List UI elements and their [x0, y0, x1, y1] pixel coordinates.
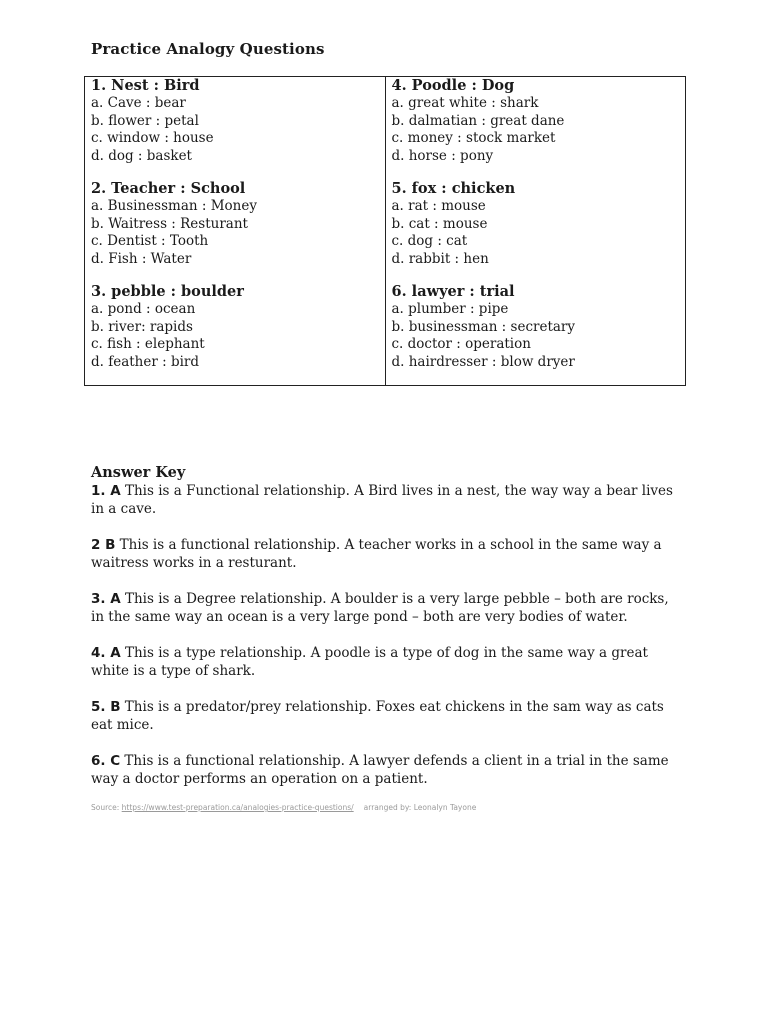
answer-text: This is a type relationship. A poodle is a type of dog in the same way a great white is a type of shark. [91, 645, 648, 679]
option-c: c. dog : cat [391, 233, 468, 249]
option-d: d. horse : pony [391, 147, 494, 164]
question-4 [392, 77, 680, 165]
answer-text: This is a Degree relationship. A boulder is a very large pebble – both are rocks, in the same way an ocean is a very large pond – both are very bodies of water. [91, 591, 669, 625]
answer-text: This is a functional relationship. A teacher works in a school in the same way a waitress works in a resturant. [91, 537, 662, 571]
option-b: b. businessman : secretary [391, 318, 575, 335]
option-c: c. doctor : operation [391, 336, 531, 352]
answer-item-5 [91, 698, 681, 734]
questions-table [84, 76, 686, 386]
option-c: c. money : stock market [391, 130, 556, 146]
option-d: d. dog : basket [91, 147, 192, 164]
question-heading: 5. fox : chicken [391, 180, 516, 197]
option-a: a. plumber : pipe [391, 301, 509, 317]
option-b: b. cat : mouse [391, 215, 488, 232]
option-b: b. flower : petal [91, 112, 199, 129]
source-footer [91, 803, 476, 812]
question-3 [91, 283, 379, 371]
option-a: a. rat : mouse [391, 198, 486, 214]
answer-label: 4. A [91, 645, 121, 661]
answer-item-1 [91, 482, 681, 518]
question-6 [392, 283, 680, 371]
question-5 [392, 180, 680, 268]
answer-label: 1. A [91, 483, 121, 499]
option-c: c. fish : elephant [91, 336, 205, 352]
answer-key-title: Answer Key [91, 464, 186, 481]
answer-item-6 [91, 752, 681, 788]
answer-item-4 [91, 644, 681, 680]
source-label: Source: [91, 803, 122, 812]
option-b: b. dalmatian : great dane [391, 112, 565, 129]
question-1 [91, 77, 379, 165]
question-heading: 1. Nest : Bird [91, 77, 200, 94]
question-heading: 2. Teacher : School [91, 180, 246, 197]
arranged-by: arranged by: Leonalyn Tayone [363, 803, 477, 812]
question-heading: 3. pebble : boulder [91, 283, 244, 300]
page-title: Practice Analogy Questions [91, 40, 325, 58]
answer-text: This is a predator/prey relationship. Foxes eat chickens in the sam way as cats eat mice. [91, 699, 664, 733]
option-c: c. window : house [91, 130, 214, 146]
option-d: d. rabbit : hen [391, 250, 489, 267]
questions-column-right [385, 77, 686, 386]
option-c: c. Dentist : Tooth [91, 233, 209, 249]
question-heading: 6. lawyer : trial [391, 283, 515, 300]
option-d: d. Fish : Water [91, 250, 192, 267]
option-a: a. pond : ocean [91, 301, 196, 317]
answer-key-list [91, 482, 681, 806]
answer-text: This is a Functional relationship. A Bird lives in a nest, the way way a bear lives in a cave. [91, 483, 673, 517]
answer-label: 6. C [91, 753, 121, 769]
option-d: d. feather : bird [91, 353, 200, 370]
answer-item-3 [91, 590, 681, 626]
option-b: b. Waitress : Resturant [91, 215, 248, 232]
answer-label: 2 B [91, 537, 116, 553]
questions-column-left [85, 77, 386, 386]
option-a: a. Cave : bear [91, 95, 186, 111]
answer-text: This is a functional relationship. A lawyer defends a client in a trial in the same way a doctor performs an operation on a patient. [91, 753, 669, 787]
answer-label: 3. A [91, 591, 121, 607]
option-b: b. river: rapids [91, 318, 193, 335]
source-link[interactable]: https://www.test-preparation.ca/analogies-practice-questions/ [121, 803, 354, 812]
option-a: a. great white : shark [391, 95, 539, 111]
question-heading: 4. Poodle : Dog [391, 77, 515, 94]
option-d: d. hairdresser : blow dryer [391, 353, 575, 370]
option-a: a. Businessman : Money [91, 198, 257, 214]
question-2 [91, 180, 379, 268]
answer-item-2 [91, 536, 681, 572]
answer-label: 5. B [91, 699, 121, 715]
